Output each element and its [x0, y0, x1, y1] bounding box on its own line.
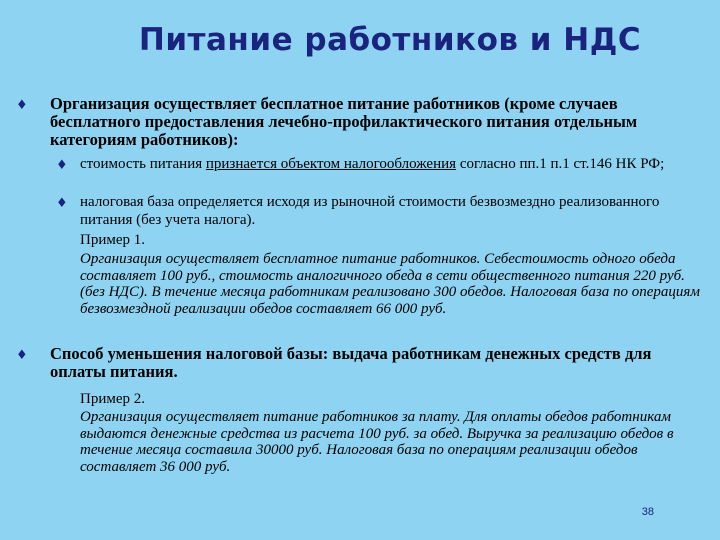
item-1-text: Организация осуществляет бесплатное питание работников (кроме случаев бесплатного предоставления лечебно-профилактического питания отдельным категориям работников): [50, 94, 638, 149]
example-2-text: Организация осуществляет питание работников за плату. Для оплаты обедов работникам выдаются денежные средства из расчета 100 руб. за обед. Выручка за реализацию обедов в течение месяца составила 30000 руб. Налоговая база по операциям реализации обедов составляет 36 000 руб. [80, 409, 674, 475]
subitem-1-post: согласно пп.1 п.1 ст.146 НК РФ; [456, 156, 665, 172]
example-1-label: Пример 1. [80, 232, 146, 248]
subitem-1-underlined: признается объектом налогообложения [205, 156, 457, 172]
item-2-text: Способ уменьшения налоговой базы: выдача работникам денежных средств для оплаты питания. [50, 344, 652, 381]
subitem-2-text: налоговая база определяется исходя из рыночной стоимости безвозмездно реализованного питания (без учета налога). [80, 194, 660, 228]
page-number: 38 [641, 506, 654, 518]
diamond-bullet-icon: ♦ [16, 348, 28, 363]
slide-title: Питание работников и НДС [138, 22, 642, 58]
diamond-bullet-icon: ♦ [16, 98, 28, 113]
subitem-1-text [80, 155, 690, 173]
example-1-text: Организация осуществляет бесплатное питание работников. Себестоимость одного обеда составляет 100 руб., стоимость аналогичного обеда в сети общественного питания 220 руб. (без НДС). В течение месяца работникам реализовано 300 обедов. Налоговая база по операциям безвозмездной реализации обедов составляет 66 000 руб. [80, 251, 700, 317]
diamond-bullet-icon: ♦ [56, 196, 68, 211]
subitem-1-pre: стоимость питания [80, 156, 206, 172]
example-2-label: Пример 2. [80, 391, 146, 407]
diamond-bullet-icon: ♦ [56, 158, 68, 173]
